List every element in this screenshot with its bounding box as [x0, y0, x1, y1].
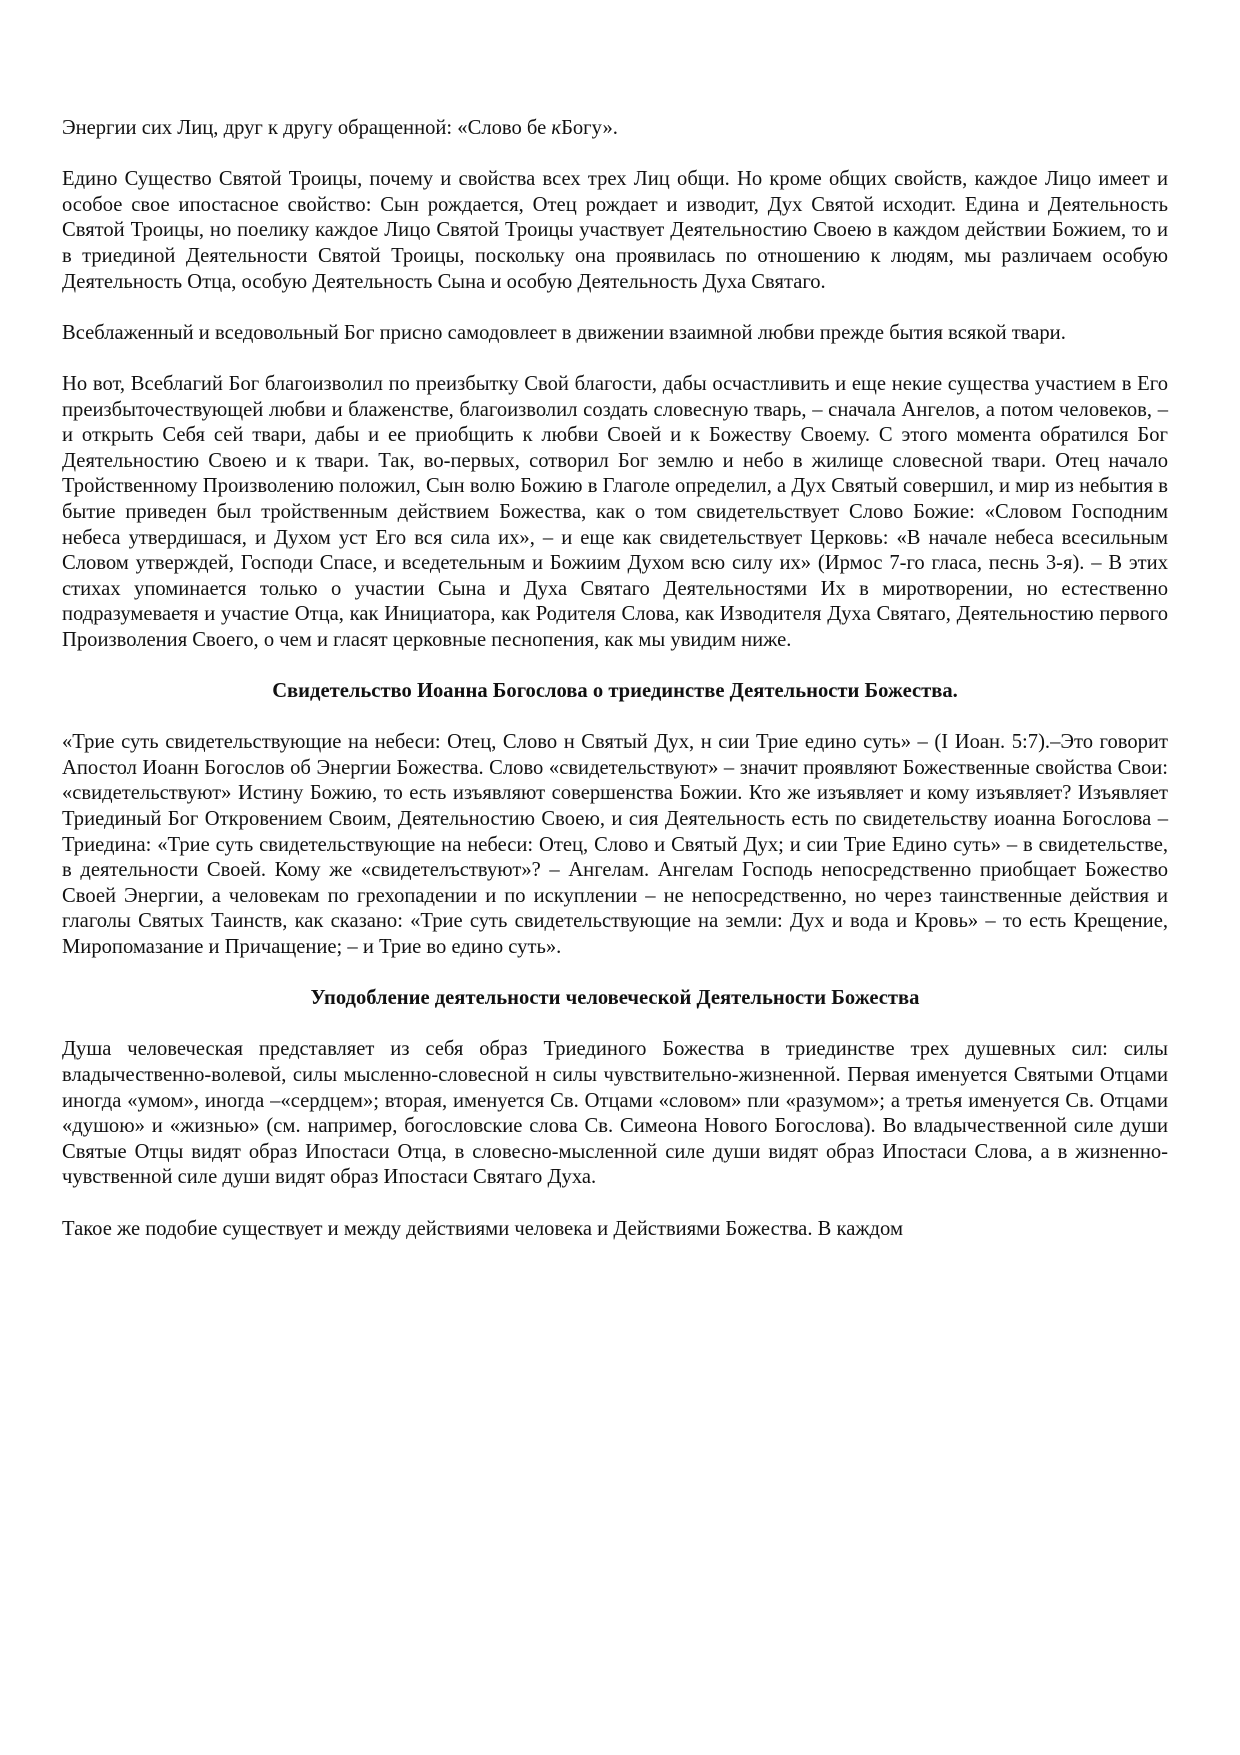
document-page: [62, 116, 1168, 1268]
paragraph-all-blessed-god: Всеблаженный и вседовольный Бог присно самодовлеет в движении взаимной любви прежде бытия всякой твари.: [62, 321, 1066, 344]
paragraph-text: Богу».: [561, 117, 618, 139]
paragraph-text: Энергии сих Лиц, друг к другу обращенной: «Слово бе: [62, 117, 552, 139]
section-heading-john-testimony: Свидетельство Иоанна Богослова о триединстве Деятельности Божества.: [272, 680, 958, 703]
paragraph-creation: Но вот, Всеблагий Бог благоизволил по преизбытку Свой благости, дабы осчастливить и еще некие существа участием в Его преизбыточествующей любви и блаженстве, благоизволил создать словесную тварь, – сначала Ангелов, а потом человеков, – и открыть Себя сей твари, дабы и ее приобщить к любви Своей и к Божеству Своему. С этого момента обратился Бог Деятельностию Своею и к твари. Так, во-первых, сотворил Бог землю и небо в жилище словесной твари. Отец начало Тройственному Произволению положил, Сын волю Божию в Глаголе определил, а Дух Святый совершил, и мир из небытия в бытие приведен был тройственным действием Божества, как о том свидетельствует Слово Божие: «Словом Господним небеса утвердишася, и Духом уст Его вся сила их», – и еще как свидетельствует Церковь: «В начале небеса всесильным Словом утверждей, Господи Спасе, и вседетельным и Божиим Духом всю силу их» (Ирмос 7-го гласа, песнь 3-я). – В этих стихах упоминается только о участии Сына и Духа Святаго Деятельностями Их в миротворении, но естественно подразумеваетя и участие Отца, как Инициатора, как Родителя Слова, как Изводителя Духа Святаго, Деятельностию первого Произволения Своего, о чем и гласят церковные песнопения, как мы увидим ниже.: [62, 372, 1168, 651]
paragraph-trinity-essence: Едино Существо Святой Троицы, почему и свойства всех трех Лиц общи. Но кроме общих свойств, каждое Лицо имеет и особое свое ипостасное свойство: Сын рождается, Отец рождает и изводит, Дух Святой исходит. Едина и Деятельность Святой Троицы, но поелику каждое Лицо Святой Троицы участвует Деятельностию Своею в каждом действии Божием, то и в триединой Деятельности Святой Троицы, поскольку она проявилась по отношению к людям, мы различаем особую Деятельность Отца, особую Деятельность Сына и особую Деятельность Духа Святаго.: [62, 168, 1168, 293]
italic-preposition: к: [551, 117, 562, 139]
paragraph-continuation: [62, 116, 1168, 142]
paragraph-human-soul: Душа человеческая представляет из себя образ Триединого Божества в триединстве трех душевных сил: силы владычественно-волевой, силы мысленно-словесной н силы чувствительно-жизненной. Первая именуется Святыми Отцами иногда «умом», иногда –«сердцем»; вторая, именуется Св. Отцами «словом» пли «разумом»; а третья именуется Св. Отцами «душою» и «жизнью» (см. например, богословские слова Св. Симеона Нового Богослова). Во владычественной силе души Святые Отцы видят образ Ипостаси Отца, в словесно-мысленной силе души видят образ Ипостаси Слова, а в жизненно-чувственной силе души видят образ Ипостаси Святаго Духа.: [62, 1038, 1168, 1189]
section-heading-human-likeness: Уподобление деятельности человеческой Деятельности Божества: [310, 987, 920, 1010]
paragraph-three-witnesses: «Трие суть свидетельствующие на небеси: Отец, Слово н Святый Дух, н сии Трие едино суть» – (I Иоан. 5:7).–Это говорит Апостол Иоанн Богослов об Энергии Божества. Слово «свидетельствуют» – значит проявляют Божественные свойства Свои: «свидетельствуют» Истину Божию, то есть изъявляют совершенства Божии. Кто же изъявляет и кому изъявляет? Изъявляет Триединый Бог Откровением Своим, Деятельностию Своею, и сия Деятельность есть по свидетельству иоанна Богослова – Триедина: «Трие суть свидетельствующие на небеси: Отец, Слово и Святый Дух; и сии Трие Едино суть» – в свидетельстве, в деятельности Своей. Кому же «свидетелъствуют»? – Ангелам. Ангелам Господь непосредственно приобщает Божество Своей Энергии, а человекам по грехопадении и по искуплении – не непосредственно, но через таинственные действия и глаголы Святых Таинств, как сказано: «Трие суть свидетельствующие на земли: Дух и вода и Кровь» – то есть Крещение, Миропомазание и Причащение; – и Трие во едино суть».: [62, 731, 1168, 958]
paragraph-similarity-actions: Такое же подобие существует и между действиями человека и Действиями Божества. В каждом: [62, 1217, 903, 1240]
